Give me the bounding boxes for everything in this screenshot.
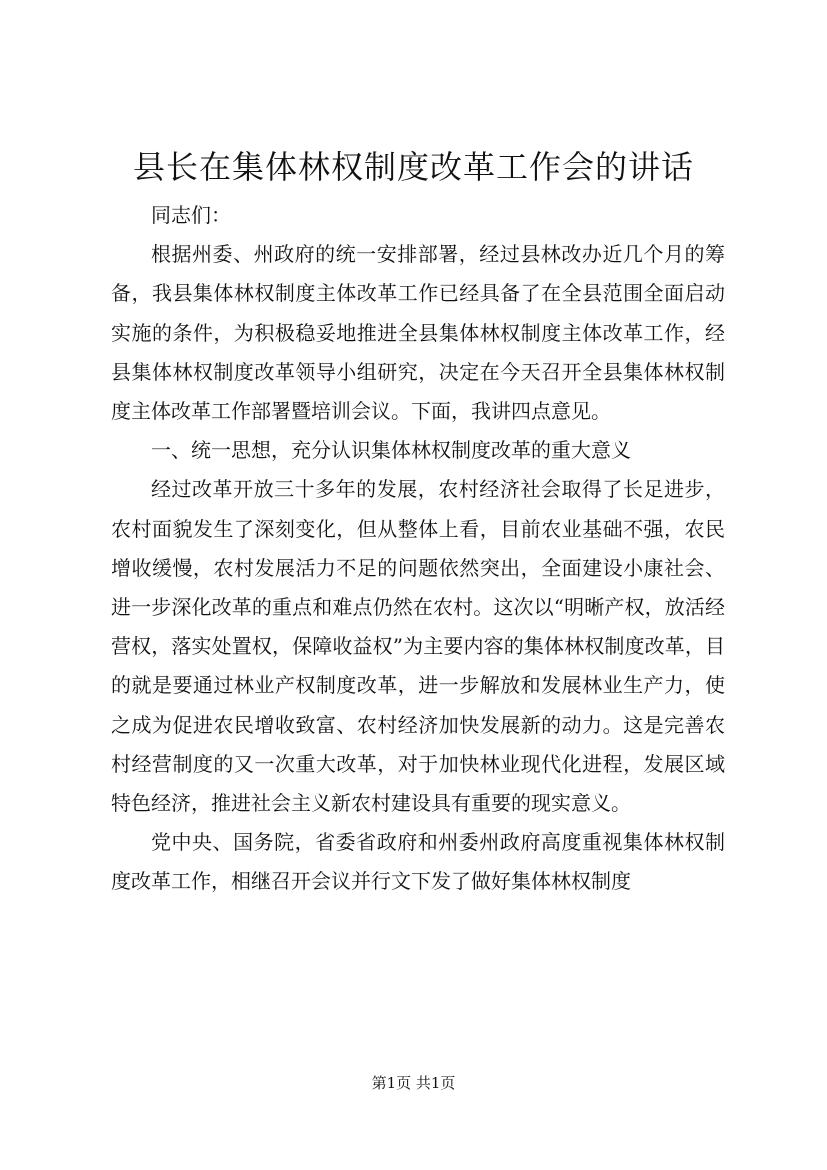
document-body [111,196,725,902]
document-title: 县长在集体林权制度改革工作会的讲话 [132,148,694,186]
paragraph: 根据州委、州政府的统一安排部署，经过县林改办近几个月的筹备，我县集体林权制度主体改革工作已经具备了在全县范围全面启动实施的条件，为积极稳妥地推进全县集体林权制度主体改革工作，经县集体林权制度改革领导小组研究，决定在今天召开全县集体林权制度主体改革工作部署暨培训会议。下面，我讲四点意见。 [111,242,725,424]
paragraph: 经过改革开放三十多年的发展，农村经济社会取得了长足进步，农村面貌发生了深刻变化，但从整体上看，目前农业基础不强，农民增收缓慢，农村发展活力不足的问题依然突出，全面建设小康社会、进一步深化改革的重点和难点仍然在农村。这次以“明晰产权，放活经营权，落实处置权，保障收益权”为主要内容的集体林权制度改革，目的就是要通过林业产权制度改革，进一步解放和发展林业生产力，使之成为促进农民增收致富、农村经济加快发展新的动力。这是完善农村经营制度的又一次重大改革，对于加快林业现代化进程，发展区域特色经济，推进社会主义新农村建设具有重要的现实意义。 [111,477,725,816]
salutation: 同志们： [151,203,231,227]
page-footer: 第1页 共1页 [371,1074,456,1092]
section-heading: 一、统一思想，充分认识集体林权制度改革的重大意义 [151,438,631,463]
paragraph: 党中央、国务院，省委省政府和州委州政府高度重视集体林权制度改革工作，相继召开会议并行文下发了做好集体林权制度 [111,830,725,894]
